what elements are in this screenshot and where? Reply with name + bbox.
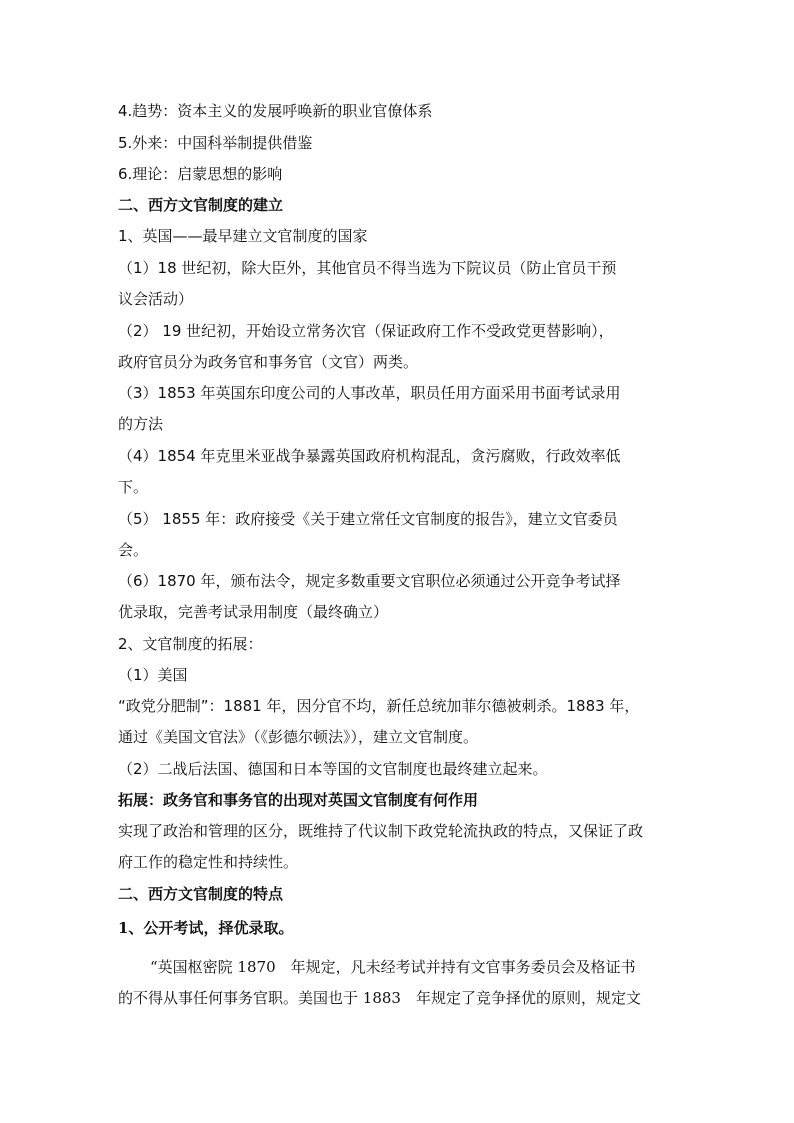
text-line: （4）1854 年克里米亚战争暴露英国政府机构混乱，贪污腐败，行政效率低 <box>118 447 621 465</box>
text-line: （1）美国 <box>118 666 188 684</box>
text-line: （6）1870 年，颁布法令，规定多数重要文官职位必须通过公开竞争考试择 <box>118 572 621 590</box>
extension-question: 拓展：政务官和事务官的出现对英国文官制度有何作用 <box>118 791 479 809</box>
text-line: 政府官员分为政务官和事务官（文官）两类。 <box>118 353 419 371</box>
section-heading: 二、西方文官制度的建立 <box>118 196 284 214</box>
quote-line: 的不得从事任何事务官职。美国也于 1883 年规定了竞争择优的原则，规定文 <box>118 989 641 1007</box>
quote-line: “英国枢密院 1870 年规定，凡未经考试并持有文官事务委员会及格证书 <box>150 958 636 976</box>
text-line: 6.理论：启蒙思想的影响 <box>118 165 283 183</box>
text-line: （5） 1855 年：政府接受《关于建立常任文官制度的报告》，建立文官委员 <box>118 510 618 528</box>
text-line: 5.外来：中国科举制提供借鉴 <box>118 134 313 152</box>
text-line: 2、文官制度的拓展： <box>118 635 263 653</box>
text-line: 1、英国——最早建立文官制度的国家 <box>118 227 368 245</box>
text-line: 通过《美国文官法》（《彭德尔顿法》），建立文官制度。 <box>118 728 479 746</box>
text-line: 4.趋势：资本主义的发展呼唤新的职业官僚体系 <box>118 102 433 120</box>
text-line: “政党分肥制”：1881 年，因分官不均，新任总统加菲尔德被刺杀。1883 年， <box>118 697 640 715</box>
text-line: 的方法 <box>118 415 164 433</box>
text-line: 实现了政治和管理的区分，既维持了代议制下政党轮流执政的特点，又保证了政 <box>118 822 644 840</box>
text-line: 议会活动） <box>118 290 194 308</box>
text-line: 府工作的稳定性和持续性。 <box>118 853 299 871</box>
subsection-heading: 1、公开考试，择优录取。 <box>118 919 294 937</box>
text-line: 会。 <box>118 541 149 559</box>
text-line: （2） 19 世纪初，开始设立常务次官（保证政府工作不受政党更替影响）， <box>118 322 614 340</box>
text-line: （3）1853 年英国东印度公司的人事改革，职员任用方面采用书面考试录用 <box>118 384 621 402</box>
text-line: （1）18 世纪初，除大臣外，其他官员不得当选为下院议员（防止官员干预 <box>118 259 617 277</box>
text-line: 优录取，完善考试录用制度（最终确立） <box>118 603 389 621</box>
section-heading: 二、西方文官制度的特点 <box>118 885 284 903</box>
text-line: 下。 <box>118 478 149 496</box>
text-line: （2）二战后法国、德国和日本等国的文官制度也最终建立起来。 <box>118 760 548 778</box>
